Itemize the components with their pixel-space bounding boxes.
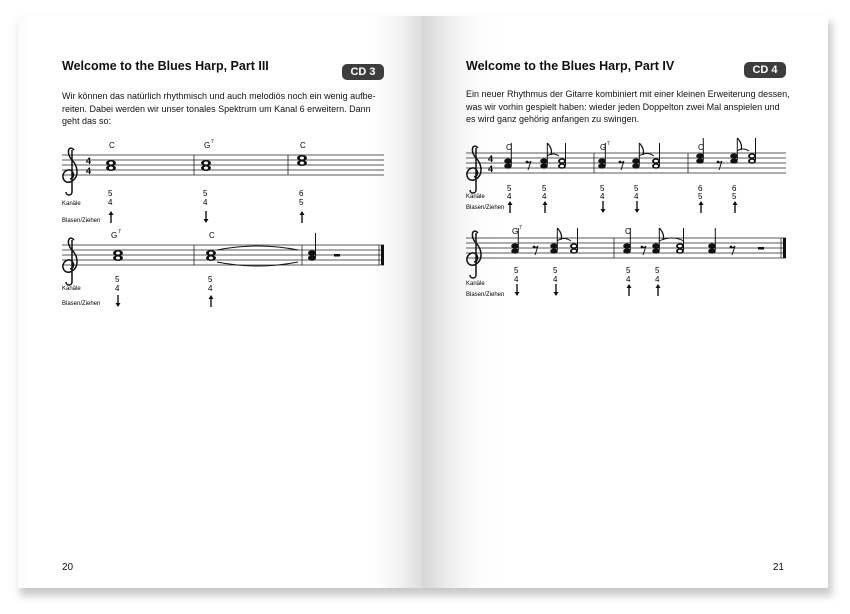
tab-channel-top: 5 [655,266,660,275]
blow-arrow-icon [627,284,632,296]
chord-note [297,155,307,166]
tab-channel-top: 5 [208,275,213,284]
tab-channel-bottom: 5 [698,192,703,201]
eighth-chord [730,138,741,164]
eighth-rest-icon [717,161,722,170]
tab-channel-top: 5 [108,189,113,198]
blow-arrow-icon [508,201,513,213]
staff-system-1 [466,138,786,213]
tie-curve [547,154,559,156]
draw-arrow-icon [116,295,121,307]
draw-arrow-icon [204,211,209,223]
blow-arrow-icon [543,201,548,213]
time-signature-top: 4 [488,154,494,164]
paragraph-line: reiten. Dabei werden wir unser tonales Spektrum um Kanal 6 erweitern. Dann [62,103,371,114]
right-page [422,16,828,588]
channels-label: Kanäle [466,194,485,200]
chord-symbol: G [600,143,607,152]
tie-curve [737,149,749,151]
tie-curve [217,246,298,250]
tab-channel-bottom: 5 [299,198,304,207]
paragraph-line: Wir können das natürlich rhythmisch und auch melodiös noch ein wenig aufbe- [62,91,376,101]
chord-symbol-superscript: 7 [607,141,610,147]
chord-symbol: G [111,231,118,240]
cd-badge: CD 3 [342,64,384,80]
half-chord [748,138,756,164]
chord-symbol-superscript: 7 [211,139,214,145]
staff-system-2 [466,225,786,298]
blow-arrow-icon [300,211,305,223]
eighth-rest-icon [641,246,646,255]
cd-badge: CD 4 [744,62,786,78]
quarter-chord [308,233,316,261]
chord-symbol-superscript: 7 [118,229,121,235]
draw-arrow-icon [515,284,520,296]
chord-symbol: C [506,143,512,152]
page-title: Welcome to the Blues Harp, Part III [62,59,269,73]
intro-paragraph [62,90,376,128]
book-spread [18,16,828,588]
tab-channel-bottom: 4 [203,198,208,207]
tab-channel-bottom: 4 [507,192,512,201]
eighth-rest-icon [526,161,531,170]
paragraph-line: was wir vorhin gespielt haben: wieder jeden Doppelton zwei Mal anspielen und [466,101,780,112]
half-rest-icon [758,247,764,250]
breath-label: Blasen/Ziehen [62,301,101,307]
blow-arrow-icon [656,284,661,296]
tab-channel-top: 5 [203,189,208,198]
breath-label: Blasen/Ziehen [466,205,505,211]
eighth-chord [632,143,643,169]
chord-symbol: C [209,231,215,240]
page-number: 21 [772,562,784,573]
intro-paragraph [466,88,790,126]
tie-curve [557,239,571,242]
quarter-chord [708,228,716,254]
tie-curve [639,154,654,157]
tie-curve [659,238,684,241]
tab-channel-top: 5 [542,184,547,193]
draw-arrow-icon [554,284,559,296]
channels-label: Kanäle [62,201,81,207]
tab-channel-bottom: 4 [600,192,605,201]
chord-note [113,250,123,261]
blow-arrow-icon [109,211,114,223]
music-notation [422,122,828,422]
channels-label: Kanäle [62,286,81,292]
tab-channel-top: 5 [634,184,639,193]
half-chord [558,143,566,169]
tab-channel-bottom: 4 [208,284,213,293]
eighth-rest-icon [730,246,735,255]
blow-arrow-icon [209,295,214,307]
tab-channel-bottom: 4 [542,192,547,201]
chord-symbol: C [109,141,115,150]
page-title: Welcome to the Blues Harp, Part IV [466,59,675,73]
half-chord [570,228,578,254]
time-signature-bottom: 4 [488,164,494,174]
tab-channel-bottom: 4 [626,275,631,284]
left-page [18,16,422,588]
music-notation [18,126,422,426]
chord-symbol-superscript: 7 [519,225,522,231]
draw-arrow-icon [601,201,606,213]
half-rest-icon [334,254,340,257]
eighth-rest-icon [533,246,538,255]
breath-label: Blasen/Ziehen [466,292,505,298]
tab-channel-top: 5 [115,275,120,284]
eighth-chord [550,228,561,254]
tab-channel-top: 6 [732,184,737,193]
tab-channel-bottom: 4 [655,275,660,284]
paragraph-line: geht das so: [62,116,112,126]
chord-symbol: C [698,143,704,152]
tab-channel-bottom: 4 [634,192,639,201]
eighth-chord [652,228,663,254]
tab-channel-top: 5 [553,266,558,275]
tab-channel-top: 5 [600,184,605,193]
chord-symbol: G [512,227,519,236]
eighth-rest-icon [619,161,624,170]
breath-label: Blasen/Ziehen [62,218,101,224]
channels-label: Kanäle [466,281,485,287]
blow-arrow-icon [733,201,738,213]
tab-channel-top: 6 [698,184,703,193]
page-number: 20 [62,562,74,573]
chord-symbol: G [204,141,211,150]
tab-channel-bottom: 4 [108,198,113,207]
chord-note [201,160,211,171]
time-signature-top: 4 [86,156,92,166]
paragraph-line: Ein neuer Rhythmus der Gitarre kombiniert mit einer kleinen Erweiterung dessen, [466,89,790,99]
tab-channel-bottom: 5 [732,192,737,201]
tab-channel-top: 5 [626,266,631,275]
tab-channel-bottom: 4 [553,275,558,284]
tab-channel-top: 5 [507,184,512,193]
chord-symbol: C [625,227,631,236]
tab-channel-bottom: 4 [514,275,519,284]
staff-system-2 [62,229,384,307]
tab-channel-top: 6 [299,189,304,198]
blow-arrow-icon [699,201,704,213]
chord-note [106,160,116,171]
draw-arrow-icon [635,201,640,213]
chord-symbol: C [300,141,306,150]
paragraph-line: es wird ganz gehörig anfangen zu swingen. [466,114,640,124]
tab-channel-top: 5 [514,266,519,275]
tab-channel-bottom: 4 [115,284,120,293]
chord-note [206,250,216,261]
staff-system-1 [62,139,384,224]
time-signature-bottom: 4 [86,166,92,176]
eighth-chord [540,143,551,169]
